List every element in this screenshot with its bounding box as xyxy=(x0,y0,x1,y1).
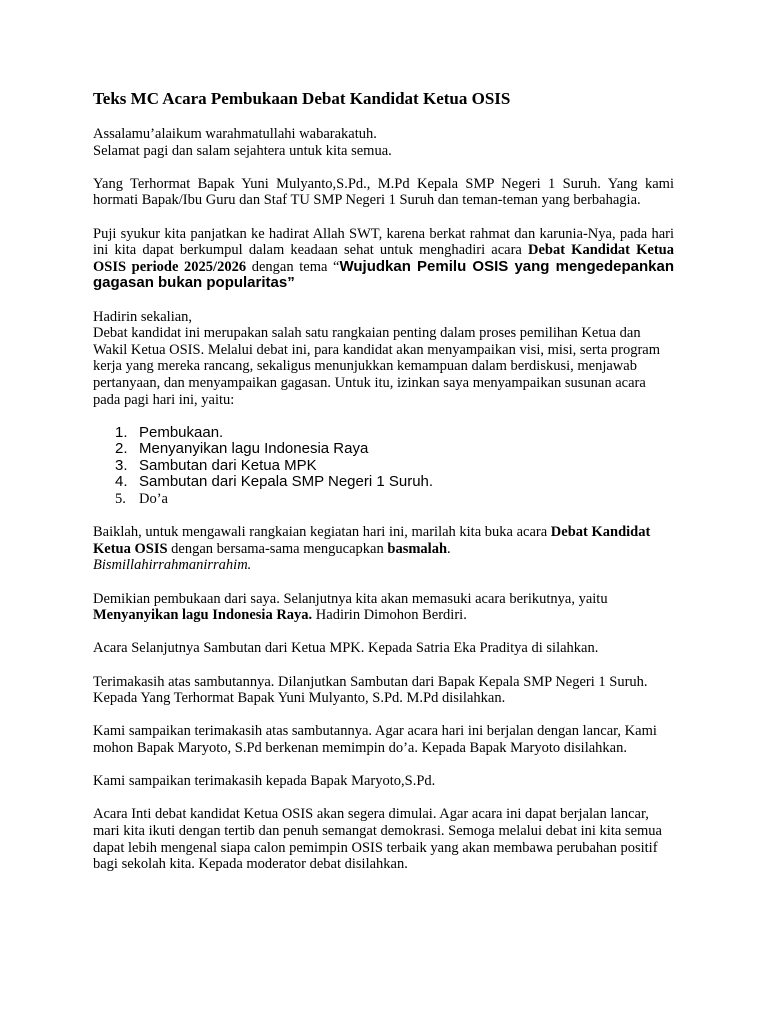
agenda-label: Sambutan dari Ketua MPK xyxy=(139,456,317,474)
list-item xyxy=(93,425,674,442)
list-item xyxy=(93,458,674,475)
agenda-number: 3. xyxy=(115,456,128,474)
principal-paragraph: Terimakasih atas sambutannya. Dilanjutkan Sambutan dari Bapak Kepala SMP Negeri 1 Suruh. Kepada Yang Terhormat Bapak Yuni Mulyanto, S.Pd. M.Pd disilahkan. xyxy=(93,673,648,707)
prayer-paragraph: Kami sampaikan terimakasih atas sambutannya. Agar acara hari ini berjalan dengan lancar, Kami mohon Bapak Maryoto, S.Pd berkenan memimpin do’a. Kepada Bapak Maryoto disilahkan. xyxy=(93,723,657,756)
agenda-label: Sambutan dari Kepala SMP Negeri 1 Suruh. xyxy=(139,473,434,491)
theme-prefix: dengan tema “ xyxy=(246,258,340,275)
audience-text: Debat kandidat ini merupakan salah satu rangkaian penting dalam proses pemilihan Ketua dan Wakil Ketua OSIS. Melalui debat ini, para kandidat akan menyampaikan visi, misi, serta program kerja yang mereka rancang, sekaligus menunjukkan kemampuan dalam berdiskusi, menjawab pertanyaan, dan menyampaikan gagasan. Untuk itu, izinkan saya menyampaikan susunan acara pada pagi hari ini, yaitu: xyxy=(93,325,661,408)
opening-text-1: Baiklah, untuk mengawali rangkaian kegiatan hari ini, marilah kita buka acara xyxy=(93,524,551,541)
basmalah-italic: Bismillahirrahmanirrahim. xyxy=(93,557,252,574)
agenda-label: Do’a xyxy=(139,491,168,508)
agenda-number: 2. xyxy=(115,440,128,458)
agenda-number: 5. xyxy=(115,491,126,508)
gratitude-text: Puji syukur kita panjatkan ke hadirat Allah SWT, karena berkat rahmat dan karunia-Nya, pada hari ini kita dapat berkumpul dalam keadaan sehat untuk menghadiri acara xyxy=(93,225,674,259)
main-event-paragraph: Acara Inti debat kandidat Ketua OSIS akan segera dimulai. Agar acara ini dapat berjalan lancar, mari kita ikuti dengan tertib dan penuh semangat demokrasi. Semoga melalui debat ini kita semua dapat lebih mengenal siapa calon pemimpin OSIS terbaik yang akan membawa perubahan positif bagi sekolah kita. Kepada moderator debat disilahkan. xyxy=(93,806,662,873)
anthem-paragraph xyxy=(93,591,674,624)
greeting-line-2: Selamat pagi dan salam sejahtera untuk kita semua. xyxy=(93,142,392,159)
gratitude-paragraph xyxy=(93,226,674,292)
opening-text-2: dengan bersama-sama mengucapkan xyxy=(167,540,388,557)
greeting-line-1: Assalamu’alaikum warahmatullahi wabarakatuh. xyxy=(93,126,377,142)
opening-paragraph xyxy=(93,524,674,574)
basmalah-word: basmalah xyxy=(387,540,448,557)
list-item xyxy=(93,491,674,508)
document-title: Teks MC Acara Pembukaan Debat Kandidat Ketua OSIS xyxy=(93,89,511,108)
respect-paragraph: Yang Terhormat Bapak Yuni Mulyanto,S.Pd., M.Pd Kepala SMP Negeri 1 Suruh. Yang kami hormati Bapak/Ibu Guru dan Staf TU SMP Negeri 1 Suruh dan teman-teman yang berbahagia. xyxy=(93,175,674,209)
list-item xyxy=(93,474,674,491)
opening-event-name: Debat Kandidat Ketua OSIS xyxy=(93,524,651,557)
audience-salutation: Hadirin sekalian, xyxy=(93,308,193,325)
event-name: Debat Kandidat Ketua OSIS periode 2025/2026 xyxy=(93,242,674,275)
agenda-label: Menyanyikan lagu Indonesia Raya xyxy=(139,440,369,458)
greeting-paragraph xyxy=(93,126,674,159)
document-content xyxy=(93,89,674,889)
agenda-number: 4. xyxy=(115,473,128,491)
opening-text-3: . xyxy=(447,540,451,557)
agenda-number: 1. xyxy=(115,423,128,441)
agenda-list xyxy=(93,425,674,508)
thanks-paragraph: Kami sampaikan terimakasih kepada Bapak Maryoto,S.Pd. xyxy=(93,773,436,790)
audience-paragraph xyxy=(93,309,674,409)
agenda-label: Pembukaan. xyxy=(139,423,224,441)
anthem-text-2: Hadirin Dimohon Berdiri. xyxy=(312,607,467,624)
anthem-text-1: Demikian pembukaan dari saya. Selanjutnya kita akan memasuki acara berikutnya, yaitu xyxy=(93,590,608,607)
anthem-title: Menyanyikan lagu Indonesia Raya. xyxy=(93,607,313,624)
mpk-paragraph: Acara Selanjutnya Sambutan dari Ketua MPK. Kepada Satria Eka Praditya di silahkan. xyxy=(93,640,599,657)
list-item xyxy=(93,441,674,458)
event-theme: Wujudkan Pemilu OSIS yang mengedepankan gagasan bukan popularitas” xyxy=(93,257,674,292)
